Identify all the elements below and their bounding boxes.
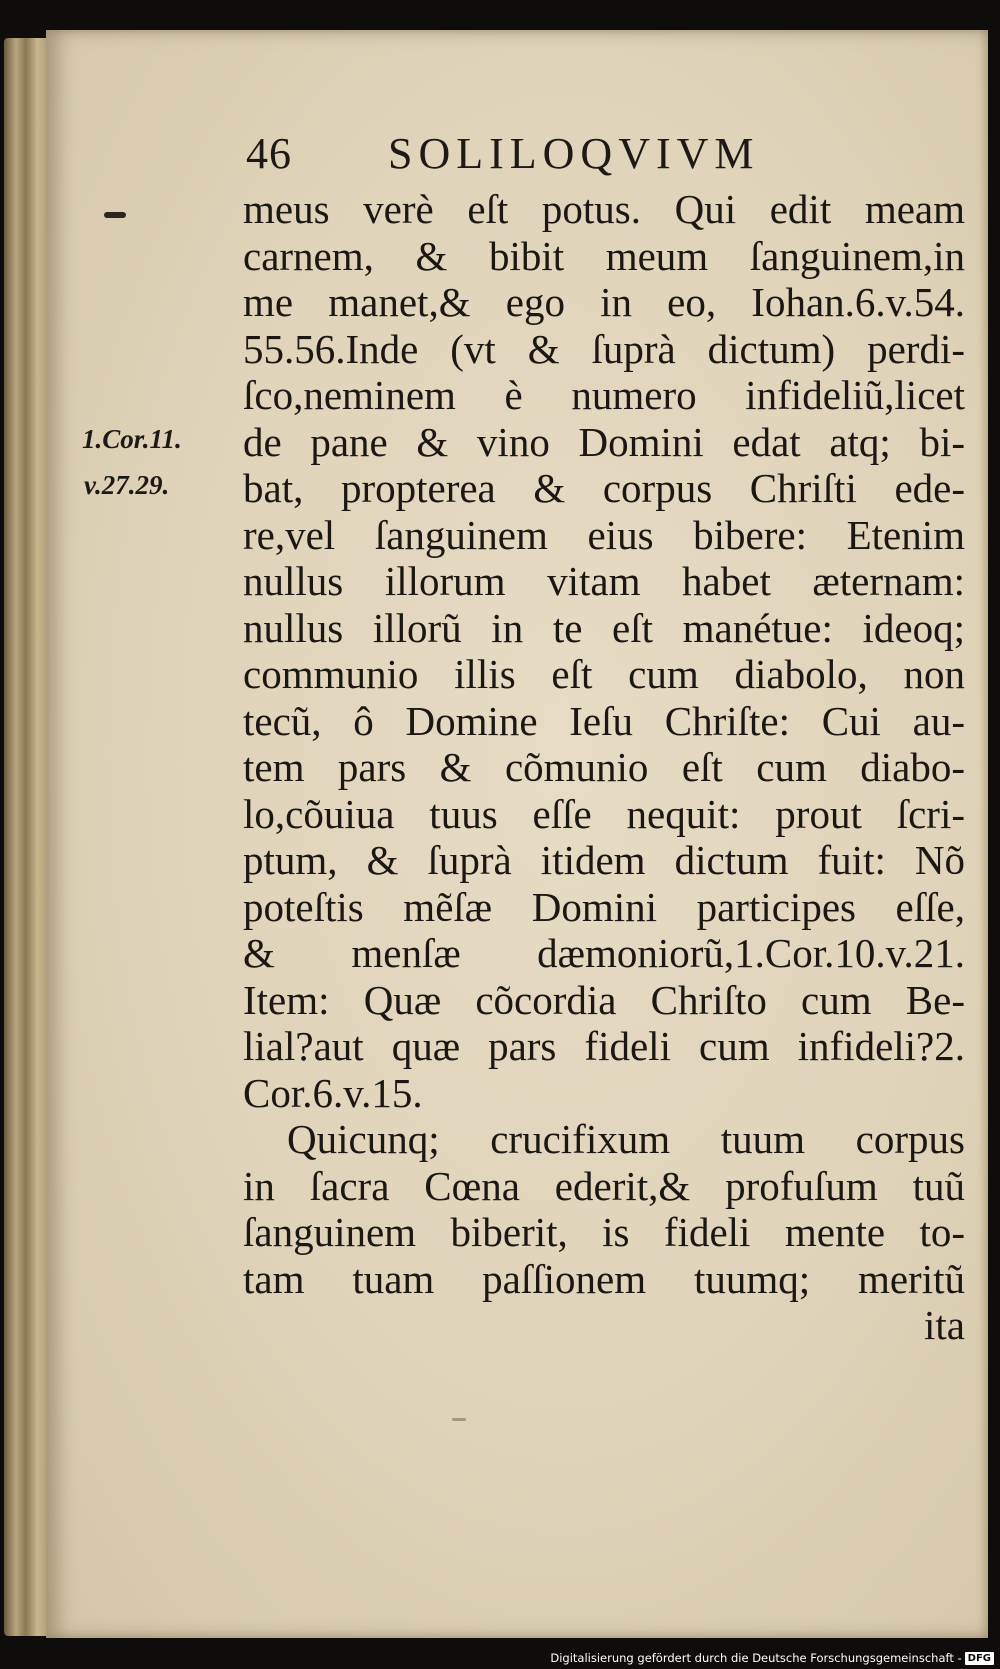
text-line: Cor.6.v.15. [243, 1069, 423, 1116]
page-number: 46 [246, 129, 292, 178]
text-line: tam tuam paſſionem tuumq; meritũ [243, 1255, 965, 1302]
text-line: Item: Quæ cõcordia Chriſto cum Be- [243, 976, 965, 1023]
digitization-footer [550, 1650, 994, 1666]
dfg-logo: DFG [965, 1652, 994, 1665]
text-line: ſanguinem biberit, is fideli mente to- [243, 1209, 965, 1255]
text-line: me manet,& ego in eo, Iohan.6.v.54. [243, 279, 965, 325]
body-text [243, 186, 965, 1349]
book-page-edges [4, 38, 52, 1636]
margin-note-verses: v.27.29. [84, 470, 170, 500]
text-line: meus verè eſt potus. Qui edit meam [243, 186, 965, 232]
catchword: ita [924, 1302, 965, 1348]
text-line: poteſtis mẽſæ Domini participes eſſe, [243, 883, 965, 930]
text-line: tecũ, ô Domine Ieſu Chriſte: Cui au- [243, 697, 965, 744]
text-line: ptum, & ſuprà itidem dictum fuit: Nõ [243, 837, 965, 883]
text-line: bat, propterea & corpus Chriſti ede- [243, 465, 965, 511]
text-line: de pane & vino Domini edat atq; bi- [243, 418, 965, 465]
running-header [246, 128, 760, 179]
text-line: carnem, & bibit meum ſanguinem,in [243, 232, 965, 279]
paper-speck [452, 1418, 466, 1421]
text-line: lo,cõuiua tuus eſſe nequit: prout ſcri- [243, 790, 965, 837]
text-line: ſco,neminem è numero infideliũ,licet [243, 372, 965, 418]
text-line: nullus illorum vitam habet æternam: [243, 558, 965, 604]
footer-credit: Digitalisierung gefördert durch die Deutsche Forschungsgemeinschaft - [550, 1651, 962, 1665]
text-line: tem pars & cõmunio eſt cum diabo- [243, 744, 965, 790]
text-line: lial?aut quæ pars fideli cum infideli?2. [243, 1023, 965, 1069]
text-line: re,vel ſanguinem eius bibere: Etenim [243, 511, 965, 558]
running-title: SOLILOQVIVM [388, 129, 760, 178]
margin-note-reference: 1.Cor.11. [82, 424, 182, 454]
text-line: in ſacra Cœna ederit,& profuſum tuũ [243, 1162, 965, 1209]
text-line: communio illis eſt cum diabolo, non [243, 651, 965, 697]
text-line: nullus illorũ in te eſt manétue: ideoq; [243, 604, 965, 651]
margin-mark [104, 212, 126, 218]
paragraph-start-line: Quicunq; crucifixum tuum corpus [287, 1116, 965, 1162]
text-line: 55.56.Inde (vt & ſuprà dictum) perdi- [243, 325, 965, 372]
text-line: & menſæ dæmoniorũ,1.Cor.10.v.21. [243, 930, 965, 976]
